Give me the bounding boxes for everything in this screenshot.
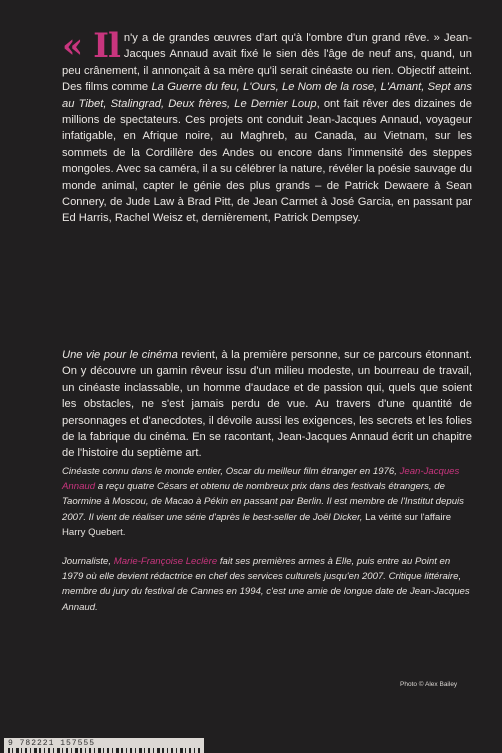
journalist-bio-text-continued: fait ses premières armes à Elle, puis entre au Point en 1979 où elle devient rédactrice en chef des services culturels jusqu'en 2007. Critique littéraire, membre du jury du festival de Cannes en 1994, c'est une amie de longue date de Jean-Jacques Annaud. bbox=[62, 556, 470, 613]
author-bio-text: Cinéaste connu dans le monde entier, Oscar du meilleur film étranger en 1976, bbox=[62, 466, 400, 477]
intro-paragraph bbox=[62, 26, 472, 227]
author-name: Jean-Jacques Annaud bbox=[62, 466, 460, 493]
intro-text: n'y a de grandes œuvres d'art qu'à l'ombre d'un grand rêve. » Jean-Jacques Annaud avait fixé le sien dès l'âge de neuf ans, quand, un peu crânement, il annonçait à sa mère qu'il serait cinéaste ou rien. Objectif atteint. Des films comme bbox=[62, 32, 472, 94]
author-bio bbox=[62, 464, 470, 540]
journalist-bio-text: Journaliste, bbox=[62, 556, 114, 567]
opening-quote-mark: « Il bbox=[62, 26, 120, 66]
film-titles: La Guerre du feu, L'Ours, Le Nom de la rose, L'Amant, Sept ans au Tibet, Stalingrad, Deux frères, Le Dernier Loup bbox=[62, 81, 472, 110]
journalist-bio bbox=[62, 554, 470, 615]
isbn-number: 9 782221 157555 bbox=[8, 739, 96, 748]
barcode bbox=[4, 738, 204, 753]
author-bio-text-continued: a reçu quatre Césars et obtenu de nombreux prix dans des festivals étrangers, de Taormine à Moscou, de Macao à Pékin en passant par Berlin. Il est membre de l'Institut depuis 2007. Il vient de réaliser une série d'après le best-seller de Joël Dicker, bbox=[62, 481, 464, 523]
book-title: Une vie pour le cinéma bbox=[62, 349, 178, 361]
summary-text: revient, à la première personne, sur ce parcours étonnant. On y découvre un gamin rêveur issu d'un milieu modeste, un bourreau de travail, un cinéaste inclassable, un homme d'audace et de passion qui, quels que soient les obstacles, ne s'est jamais perdu de vue. Au travers d'une quantité de personnages et d'anecdotes, il dévoile aussi les exigences, les secrets et les folies de la fabrique du cinéma. En se racontant, Jean-Jacques Annaud écrit un chapitre de l'histoire du septième art. bbox=[62, 349, 472, 460]
photo-credit: Photo © Alex Bailey bbox=[400, 681, 458, 688]
intro-text-continued: , ont fait rêver des dizaines de millions de spectateurs. Ces projets ont conduit Jean-Jacques Annaud, voyageur infatigable, en Afrique noire, au Maghreb, au Canada, au Vietnam, sur les sommets de la Cordillère des Andes ou encore dans l'immensité des steppes mongoles. Avec sa caméra, il a su célébrer la nature, révéler la poésie sauvage du monde animal, capter le génie des plus grands – de Patrick Dewaere à Sean Connery, de Jude Law à Brad Pitt, de Jean Carmet à José Garcia, en passant par Ed Harris, Rachel Weisz et, dernièrement, Patrick Dempsey. bbox=[62, 97, 472, 225]
series-title: La vérité sur l'affaire Harry Quebert. bbox=[62, 511, 452, 538]
summary-paragraph bbox=[62, 347, 472, 462]
journalist-name: Marie-Françoise Leclère bbox=[113, 556, 218, 567]
barcode-bars-icon bbox=[4, 748, 204, 753]
